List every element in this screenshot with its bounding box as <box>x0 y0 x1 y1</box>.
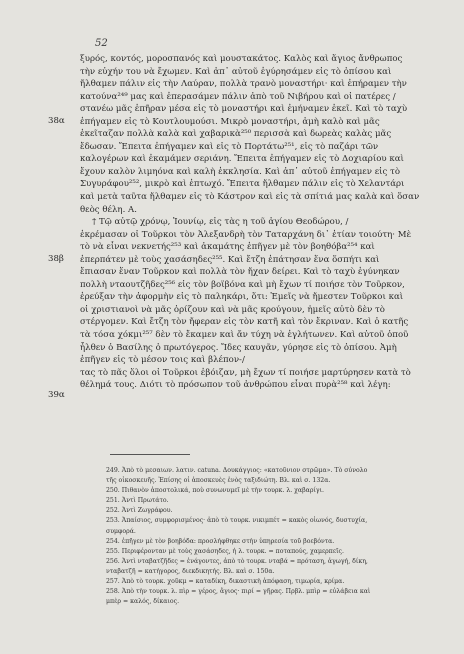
footnote-line: 251. Ἀντὶ Πρωτάτο. <box>106 497 169 505</box>
footnote-line: 256. Ἀντὶ νταβατζῆδες = ἐνάγοντες, ἀπὸ τὸ τουρκ. νταβά = πρόταση, ἀγωγή, δίκη, <box>106 557 368 565</box>
footnote-line: 253. Ἀπαίσιος, συμφορισμένος· ἀπὸ τὸ τουρκ. νικιμπέτ = κακὸς οἰωνός, δυστυχία, <box>106 517 368 525</box>
text-line: θέλημά τους. Διότι τὸ πρόσωπον τοῦ ἀνθρώπου εἶναι πυρὰ²⁵⁸ καὶ λέγη: <box>80 380 391 391</box>
text-line: καλογέρων καὶ ἐκαμάμεν σεριάνη. Ἔπειτα ἐπήγαμεν εἰς τὸ Δοχιαρίου καὶ <box>80 154 404 165</box>
text-line: καὶ μετὰ ταῦτα ἤλθαμεν εἰς τὸ Κάστρον καὶ εἰς τὰ σπίτιά μας καλὰ καὶ ὅσαν <box>80 192 420 203</box>
footnote-line: 255. Περιφέρονταν μὲ τοὺς χασάσηδες, ἡ λ. τουρκ. = ποταπούς, χαμερπεῖς. <box>106 547 344 555</box>
text-line: † Τῷ αὐτῷ χρόνῳ, Ἰουνίῳ, εἰς τὰς η τοῦ ἁγίου Θεοδώρου, / <box>92 217 349 228</box>
footnote-line: 258. Ἀπὸ τὴν τουρκ. λ. πὶρ = γέρος, ἅγιος· πιρί = γῆρας. Πρβλ. μπὶρ = εὐλάβεια καὶ <box>106 588 371 596</box>
text-line: ἐπῆγεν εἰς τὸ μέσον τοις καὶ βλέπον-/ <box>80 355 245 366</box>
text-line: Συγυράφου²⁵², μικρὸ καὶ ἐπτωχό. Ἔπειτα ἤλθαμεν πάλιν εἰς τὸ Χελαντάρι <box>80 179 405 190</box>
footnote-line: 249. Ἀπὸ τὸ μεσαιων. λατιν. catuna. Δουκάγγιος: «κατοῦνιον στρῶμα». Τὸ σύνολο <box>106 467 368 474</box>
margin-label-38a: 38α <box>48 116 65 126</box>
footnote-divider <box>110 454 190 455</box>
text-line: πολλὴ νταουτζῆδες²⁵⁶ εἰς τὸν βοϊβόνα καὶ μὴ ἔχων τί ποιήσε τὸν Τοῦρκον, <box>80 279 405 290</box>
text-line: οἱ χριστιανοὶ νὰ μᾶς ὀρίζουν καὶ νὰ μᾶς κρούγουν, ἡμεῖς αὐτὸ δὲν τὸ <box>80 304 385 315</box>
footnote-line: 250. Πιθανὸν ἀποστολικά, ποὺ συνωνυμεῖ μὲ τὴν τουρκ. λ. χαβαρίγι. <box>106 487 325 495</box>
footnote-line: τῆς οἰκοσκευῆς. Ἐπίσης οἱ ἀποσκευὲς ἑνὸς ταξιδιώτη. Βλ. καὶ σ. 132α. <box>106 477 331 485</box>
text-line: ἤλθαμεν πάλιν εἰς τὴν Λαύραν, πολλὰ τρανὸ μοναστήρι· καὶ ἐπήραμεν τὴν <box>80 79 407 90</box>
page-number: 52 <box>95 38 108 49</box>
text-line: ἐπήγαμεν εἰς τὸ Κουτλουμούσι. Μικρὸ μοναστήρι, ἀμὴ καλὸ καὶ μᾶς <box>80 116 380 127</box>
footnote-line: 254. ἐπῆγεν μὲ τὸν βοηβόδα: προσλήφθηκε στὴν ὑπηρεσία τοῦ βοεβόντα. <box>106 537 335 545</box>
text-line: στέργομεν. Καὶ ἔτζη τὸν ἤφεραν εἰς τὸν κατῆ καὶ τὸν ἔκριναν. Καὶ ὁ κατῆς <box>80 317 409 328</box>
text-line: ἐκεῖταζαν πολλὰ καλὰ καὶ χαβαρικὰ²⁵⁰ περισσὰ καὶ δωρεὰς καλὰς μᾶς <box>80 129 392 140</box>
text-line: τὴν εὐχήν του νὰ ἔχωμεν. Καὶ ἀπ᾿ αὐτοῦ ἐγύρησάμεν εἰς τὸ ὀπίσου καὶ <box>80 66 392 77</box>
text-line: ἔδωσαν. Ἔπειτα ἐπήγαμεν καὶ εἰς τὸ Πορτάτω²⁵¹, εἰς τὸ παζάρι τῶν <box>80 141 379 152</box>
footnote-line: μπὲρ = καλός, δίκαιος. <box>106 598 180 606</box>
text-line: ἔχουν καλὸν λιμηόνα καὶ καλὴ ἐκκλησία. Καὶ ἀπ᾿ αὐτοῦ ἐπήγαμεν εἰς τὸ <box>80 166 400 177</box>
text-line: ἐκρέμασαν οἱ Τοῦρκοι τὸν Ἀλεξανδρὴ τὸν Ταταρχάνη δι᾿ ἐτίαν τοιούτη· Μὲ <box>80 229 412 240</box>
margin-label-38b: 38β <box>48 254 64 264</box>
text-line: στανέω μᾶς ἐπῆραν μέσα εἰς τὸ μοναστήρι καὶ ἐμήναμεν ἐκεῖ. Καὶ τὸ ταχὺ <box>80 104 408 115</box>
text-line: τὸ νὰ εἶναι νεκνετής²⁵³ καὶ ἀκαμάτης ἐπῆγεν μὲ τὸν βοηθόβα²⁵⁴ καὶ <box>80 242 375 253</box>
text-line: ἐρεύξαν τὴν ἀφορμὴν εἰς τὸ παληκάρι, ὅτι: Ἐμεῖς νὰ ἤμεστεν Τοῦρκοι καὶ <box>80 292 404 303</box>
text-line: θεὸς θέλη. Α. <box>80 204 137 215</box>
main-text <box>80 53 442 392</box>
margin-label-39a: 39α <box>48 390 65 400</box>
footnote-line: συμφορά. <box>106 527 136 535</box>
footnotes <box>106 466 436 607</box>
footnote-line: νταβατζῆ = κατήγορος, διεκδικητής. Βλ. καὶ σ. 150α. <box>106 567 275 575</box>
text-line: ἐπερπάτεν μὲ τοὺς χασάσηδες²⁵⁵. Καὶ ἔτζη ἐπάτησαν ἕνα ὅσπήτι καὶ <box>80 254 380 265</box>
text-line: ἔπιασαν ἕναν Τοῦρκον καὶ πολλὰ τὸν ἤχαν δείρει. Καὶ τὸ ταχὺ ἐγύνηκαν <box>80 267 400 278</box>
text-line: κατούνα²⁴⁹ μας καὶ ἐπερασάμεν πάλιν ἀπὸ τοῦ Νιβήρου καὶ οἱ πατέρες / <box>80 91 396 102</box>
footnote-line: 252. Ἀντὶ Ζωγράφου. <box>106 507 173 515</box>
text-line: ξυρός, κοντός, μοροσπανός καὶ μουστακάτος. Καλὸς καὶ ἅγιος ἄνθρωπος <box>80 54 403 64</box>
text-line: ἦλθεν ὁ Βασίλης ὁ πρωτόγερος. Ἴδες καυγᾶν, γύρησε εἰς τὸ ὀπίσου. Ἀμὴ <box>80 342 397 353</box>
text-line: τὰ τόσα χόκμι²⁵⁷ δὲν τὸ ἔκαμεν καὶ ἄν τύχη νὰ ἐγλήτωνεν. Καὶ αὐτοῦ ὁποῦ <box>80 330 409 341</box>
footnote-line: 257. Ἀπὸ τὸ τουρκ. χοῦκμ = καταδίκη, δικαστικὴ ἀπόφαση, τιμωρία, κρίμα. <box>106 578 345 586</box>
text-line: τας τὸ πᾶς ὅλοι οἱ Τοῦρκοι ἐβόιζαν, μὴ ἔχων τί ποιήσε μαρτύρησεν κατὰ τὸ <box>80 367 411 378</box>
